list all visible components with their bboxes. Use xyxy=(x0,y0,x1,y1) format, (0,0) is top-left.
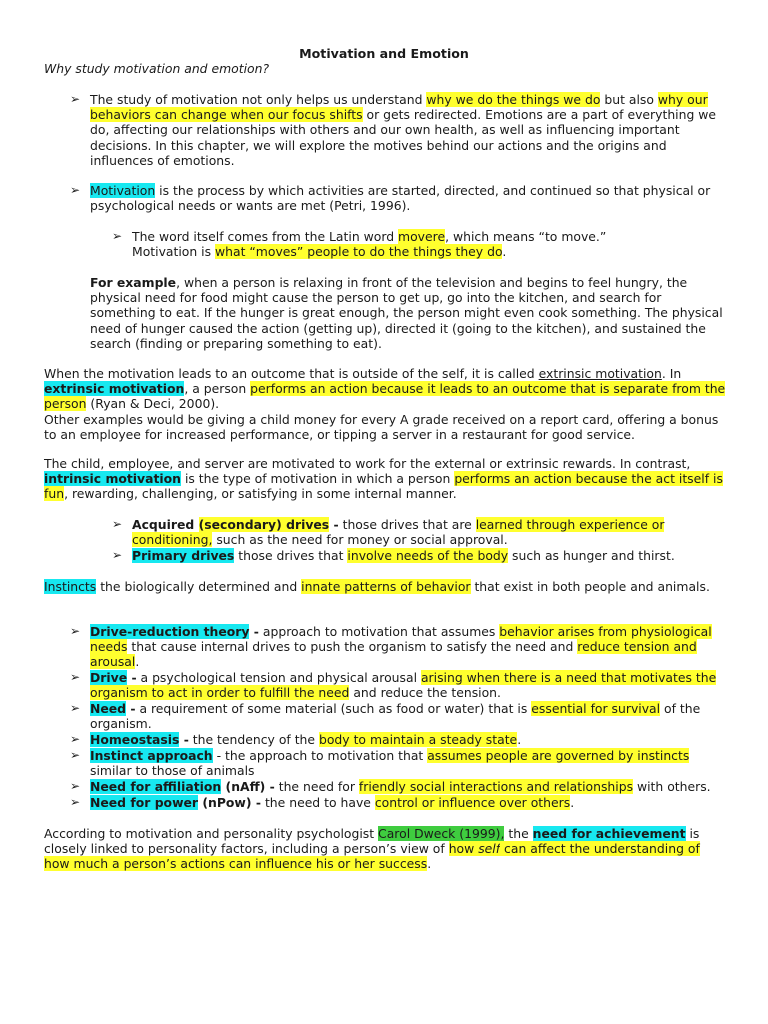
arrow-bullet-icon: ➢ xyxy=(70,183,81,197)
instincts-paragraph: Instincts the biologically determined and innate patterns of behavior that exist in both people and animals. xyxy=(44,579,710,594)
paragraph-text: Acquired (secondary) drives - those drives that are learned through experience or conditioning, such as the need for money or social approval. xyxy=(132,517,665,548)
arrow-bullet-icon: ➢ xyxy=(112,517,123,531)
paragraph-text: Need for power (nPow) - the need to have control or influence over others. xyxy=(90,795,575,810)
extrinsic-paragraph: When the motivation leads to an outcome that is outside of the self, it is called extrinsic motivation. In extrinsic motivation, a person performs an action because it leads to an outcome that is separate from the person (Ryan & Deci, 2000). Other examples would be giving a child money for every A grade received on a report card, offering a bonus to an employee for increased performance, or tipping a server in a restaurant for good service. xyxy=(44,366,726,442)
arrow-bullet-icon: ➢ xyxy=(70,748,81,762)
bullet-drive xyxy=(70,670,726,700)
bullet-paragraph-study xyxy=(70,92,732,168)
arrow-bullet-icon: ➢ xyxy=(70,732,81,746)
bullet-need-for-affiliation xyxy=(70,779,726,794)
example-paragraph: For example, when a person is relaxing in front of the television and begins to feel hungry, the physical need for food might cause the person to get up, go into the kitchen, and search for something to eat. If the hunger is great enough, the person might even cook something. The physical need of hunger caused the action (getting up), directed it (going to the kitchen), and sustained the search (finding or preparing something to eat). xyxy=(90,275,723,351)
arrow-bullet-icon: ➢ xyxy=(70,624,81,638)
bullet-instinct-approach xyxy=(70,748,726,778)
intrinsic-paragraph: The child, employee, and server are motivated to work for the external or extrinsic rewards. In contrast, intrinsic motivation is the type of motivation in which a person performs an action because the act itself is fun, rewarding, challenging, or satisfying in some internal manner. xyxy=(44,456,723,502)
bullet-drive-reduction-theory xyxy=(70,624,726,670)
arrow-bullet-icon: ➢ xyxy=(70,779,81,793)
paragraph-text: Motivation is the process by which activities are started, directed, and continued so that physical or psychological needs or wants are met (Petri, 1996). xyxy=(90,183,711,214)
paragraph-text: Drive-reduction theory - approach to motivation that assumes behavior arises from physiological needs that cause internal drives to push the organism to satisfy the need and reduce tension and arousal. xyxy=(90,624,712,670)
bullet-paragraph-movere xyxy=(112,229,732,259)
arrow-bullet-icon: ➢ xyxy=(70,795,81,809)
page-title: Motivation and Emotion xyxy=(299,46,469,61)
arrow-bullet-icon: ➢ xyxy=(70,670,81,684)
bullet-need-for-power xyxy=(70,795,726,810)
arrow-bullet-icon: ➢ xyxy=(70,92,81,106)
bullet-primary-drives xyxy=(112,548,726,563)
bullet-need xyxy=(70,701,726,731)
achievement-paragraph: According to motivation and personality psychologist Carol Dweck (1999), the need for achievement is closely linked to personality factors, including a person’s view of how self can affect the understanding of how much a person’s actions can influence his or her success. xyxy=(44,826,700,872)
arrow-bullet-icon: ➢ xyxy=(112,548,123,562)
paragraph-text: Primary drives those drives that involve needs of the body such as hunger and thirst. xyxy=(132,548,675,563)
arrow-bullet-icon: ➢ xyxy=(112,229,123,243)
paragraph-text: The word itself comes from the Latin word movere, which means “to move.” Motivation is what “moves” people to do the things they do. xyxy=(132,229,607,260)
paragraph-text: Need - a requirement of some material (such as food or water) that is essential for survival of the organism. xyxy=(90,701,701,732)
bullet-acquired-drives xyxy=(112,517,726,547)
arrow-bullet-icon: ➢ xyxy=(70,701,81,715)
paragraph-text: Instinct approach - the approach to motivation that assumes people are governed by instincts similar to those of animals xyxy=(90,748,690,779)
section-subtitle: Why study motivation and emotion? xyxy=(44,61,270,76)
paragraph-text: Need for affiliation (nAff) - the need for friendly social interactions and relationships with others. xyxy=(90,779,711,794)
bullet-paragraph-motivation xyxy=(70,183,732,213)
bullet-homeostasis xyxy=(70,732,726,747)
paragraph-text: Homeostasis - the tendency of the body to maintain a steady state. xyxy=(90,732,522,747)
paragraph-text: Drive - a psychological tension and physical arousal arising when there is a need that motivates the organism to act in order to fulfill the need and reduce the tension. xyxy=(90,670,717,701)
paragraph-text: The study of motivation not only helps us understand why we do the things we do but also why our behaviors can change when our focus shifts or gets redirected. Emotions are a part of everything we do, affecting our relationships with others and our own health, as well as influencing important decisions. In this chapter, we will explore the motives behind our actions and the origins and influences of emotions. xyxy=(90,92,717,168)
